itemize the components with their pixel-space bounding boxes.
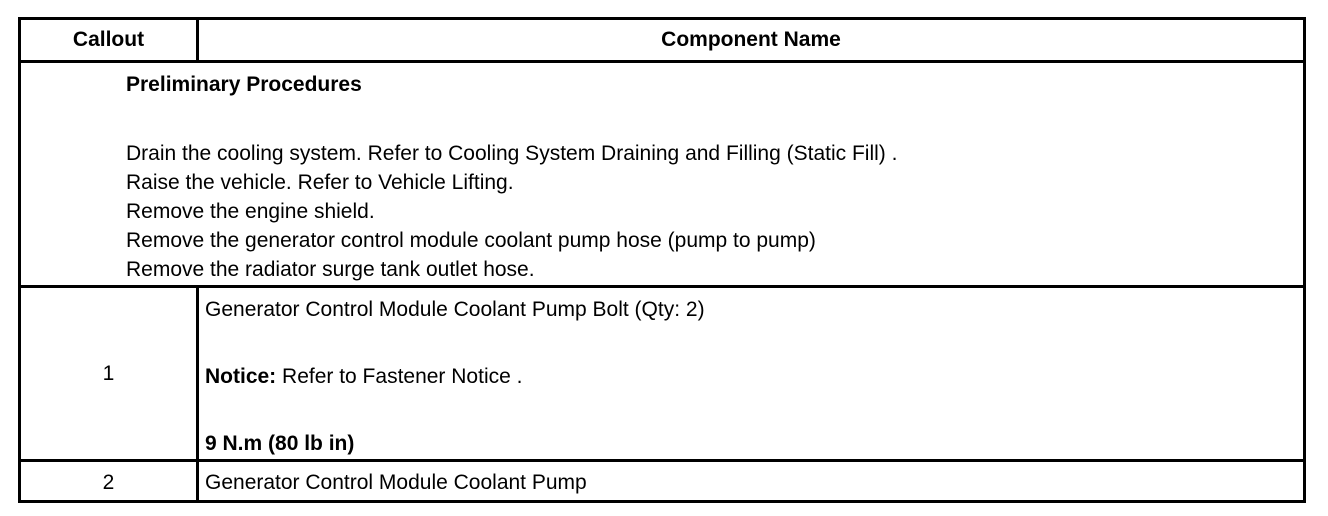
- preliminary-step: Raise the vehicle. Refer to Vehicle Lifting.: [126, 171, 514, 194]
- component-table: [18, 17, 1306, 503]
- preliminary-step: Remove the radiator surge tank outlet hose.: [126, 258, 535, 281]
- preliminary-step: Remove the engine shield.: [126, 200, 375, 223]
- callout-number: 1: [21, 288, 199, 459]
- notice-line: [205, 365, 522, 389]
- component-name: Generator Control Module Coolant Pump: [205, 470, 587, 494]
- preliminary-procedures-title: Preliminary Procedures: [126, 73, 362, 96]
- callout-column-header: Callout: [21, 20, 199, 60]
- component-name-column-header: Component Name: [661, 28, 841, 51]
- preliminary-steps-list: [126, 139, 897, 284]
- table-row: [21, 288, 1303, 462]
- table-row: [21, 462, 1303, 503]
- table-header-row: [21, 20, 1303, 63]
- preliminary-step: Remove the generator control module coolant pump hose (pump to pump): [126, 229, 816, 252]
- callout-number: 2: [21, 462, 199, 503]
- preliminary-procedures-row: [21, 63, 1303, 288]
- torque-spec: 9 N.m (80 lb in): [205, 432, 355, 455]
- component-name-cell: [199, 288, 1303, 459]
- notice-label: Notice:: [205, 365, 277, 388]
- preliminary-step: Drain the cooling system. Refer to Cooling System Draining and Filling (Static Fill) .: [126, 142, 898, 165]
- component-name: Generator Control Module Coolant Pump Bolt (Qty: 2): [205, 298, 705, 321]
- notice-text: Refer to Fastener Notice .: [276, 365, 523, 388]
